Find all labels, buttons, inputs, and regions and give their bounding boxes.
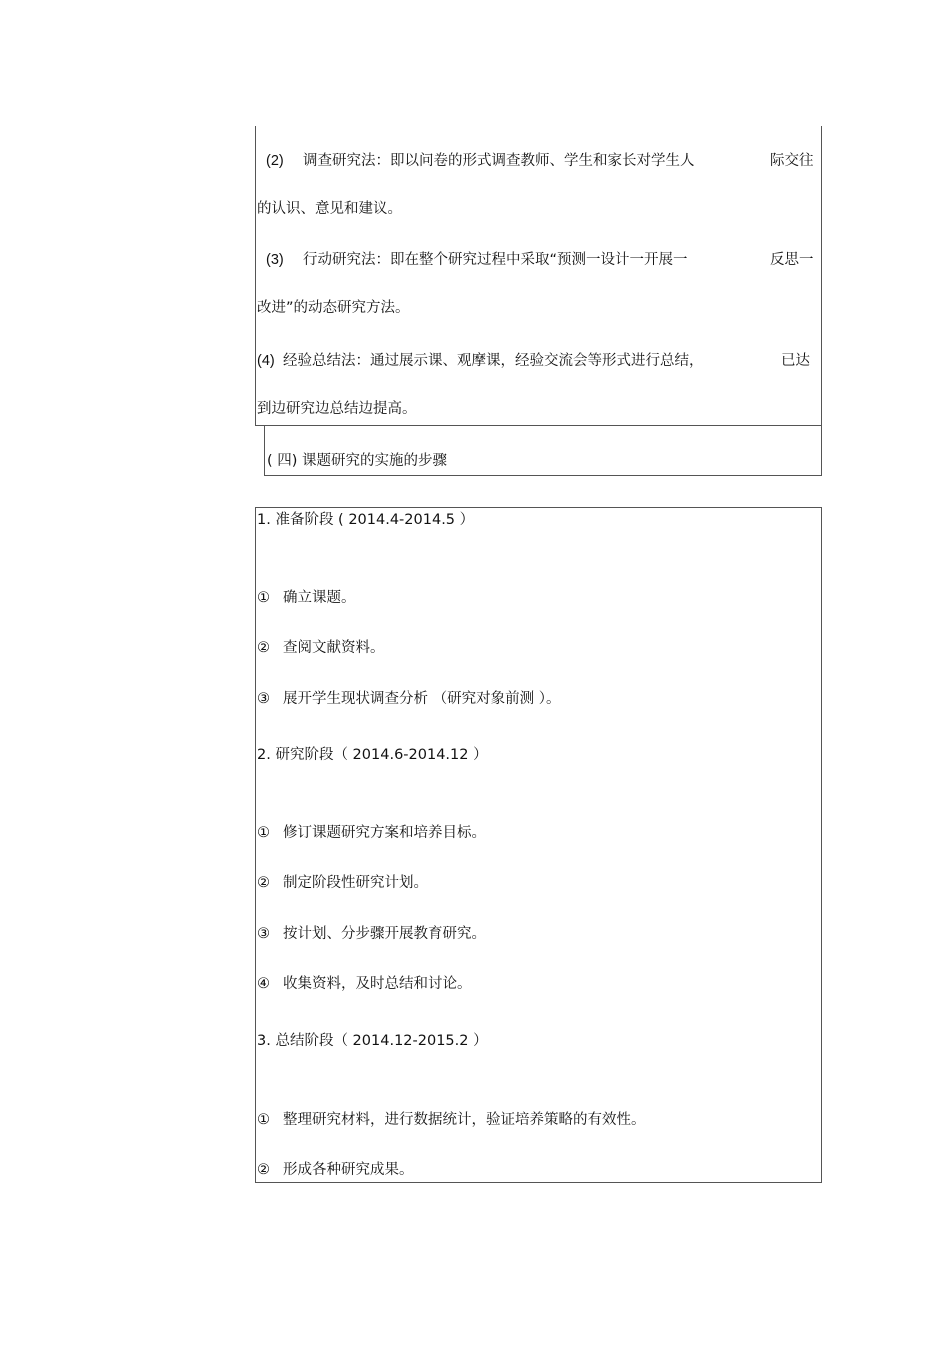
list-marker: ③ — [257, 926, 270, 942]
method-marker: (4) — [257, 353, 275, 369]
implementation-steps-box — [255, 507, 822, 1183]
method-text-continued: 改进”的动态研究方法。 — [257, 300, 410, 316]
list-marker: ② — [257, 875, 270, 891]
stage-title: 3. 总结阶段（ 2014.12-2015.2 ） — [257, 1033, 488, 1049]
list-item: 形成各种研究成果。 — [283, 1162, 414, 1178]
list-marker: ① — [257, 590, 270, 606]
section-heading: ( 四) 课题研究的实施的步骤 — [267, 453, 448, 469]
list-marker: ④ — [257, 976, 270, 992]
method-text-end: 反思一 — [770, 252, 814, 268]
list-marker: ③ — [257, 691, 270, 707]
list-marker: ① — [257, 1112, 270, 1128]
stage-title: 1. 准备阶段 ( 2014.4-2014.5 ） — [257, 512, 475, 528]
method-text: 经验总结法：通过展示课、观摩课，经验交流会等形式进行总结， — [283, 353, 704, 369]
method-text: 行动研究法：即在整个研究过程中采取“预测一设计一开展一 — [303, 252, 688, 268]
method-marker: (2) — [266, 153, 284, 169]
method-text-continued: 的认识、意见和建议。 — [257, 201, 402, 217]
list-item: 确立课题。 — [283, 590, 356, 606]
method-text-end: 已达 — [781, 353, 810, 369]
list-marker: ① — [257, 825, 270, 841]
method-text-end: 际交往 — [770, 153, 814, 169]
list-item: 查阅文献资料。 — [283, 640, 385, 656]
method-text: 调查研究法：即以问卷的形式调查教师、学生和家长对学生人 — [303, 153, 695, 169]
list-item: 按计划、分步骤开展教育研究。 — [283, 926, 486, 942]
stage-title: 2. 研究阶段（ 2014.6-2014.12 ） — [257, 747, 488, 763]
method-marker: (3) — [266, 252, 284, 268]
list-item: 整理研究材料，进行数据统计，验证培养策略的有效性。 — [283, 1112, 646, 1128]
list-item: 制定阶段性研究计划。 — [283, 875, 428, 891]
list-marker: ② — [257, 1162, 270, 1178]
research-methods-block — [255, 126, 822, 426]
list-item: 收集资料，及时总结和讨论。 — [283, 976, 472, 992]
method-text-continued: 到边研究边总结边提高。 — [257, 401, 417, 417]
list-item: 展开学生现状调查分析 （研究对象前测 ）。 — [283, 691, 561, 707]
list-item: 修订课题研究方案和培养目标。 — [283, 825, 486, 841]
list-marker: ② — [257, 640, 270, 656]
